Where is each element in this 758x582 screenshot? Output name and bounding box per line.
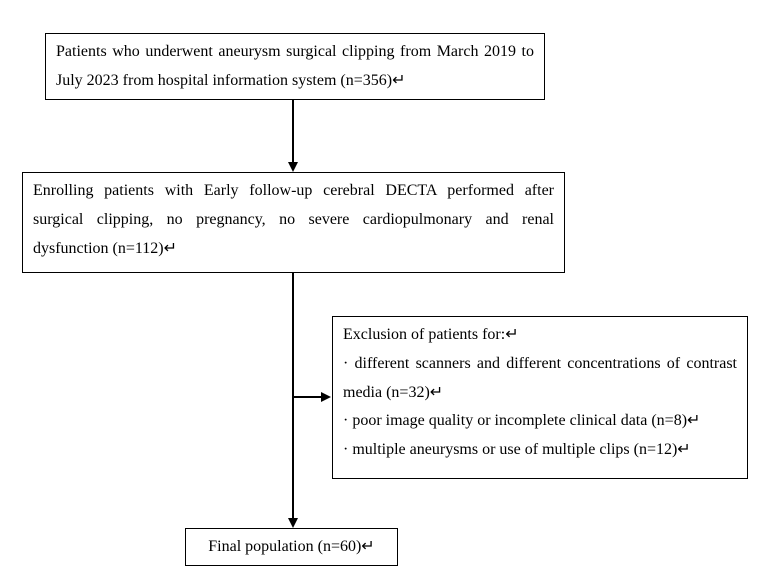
exclusion-item-scanners: · different scanners and different concentrations of contrast media (n=32)↵ (343, 354, 737, 401)
box-exclusion-criteria (332, 316, 748, 479)
box-final-population-text: Final population (n=60)↵ (208, 538, 375, 555)
exclusion-item-multiple-aneurysms: · multiple aneurysms or use of multiple clips (n=12)↵ (343, 441, 691, 459)
arrow-line-branch-to-exclusion (293, 396, 321, 398)
arrowhead-down-icon (288, 162, 298, 172)
exclusion-item-image-quality: · poor image quality or incomplete clinical data (n=8)↵ (343, 412, 701, 430)
box-final-population (185, 528, 398, 566)
box-initial-patients-text: Patients who underwent aneurysm surgical clipping from March 2019 to July 2023 from hospital information system (n=356)↵ (56, 43, 534, 89)
exclusion-title: Exclusion of patients for:↵ (343, 326, 519, 343)
arrowhead-down-icon (288, 518, 298, 528)
arrow-line-initial-to-enrolled (292, 100, 294, 162)
arrowhead-right-icon (321, 392, 331, 402)
box-enrolled-patients (22, 172, 565, 273)
box-enrolled-patients-text: Enrolling patients with Early follow-up cerebral DECTA performed after surgical clipping, no pregnancy, no severe cardiopulmonary and renal dysfunction (n=112)↵ (33, 182, 554, 257)
box-initial-patients (45, 33, 545, 100)
